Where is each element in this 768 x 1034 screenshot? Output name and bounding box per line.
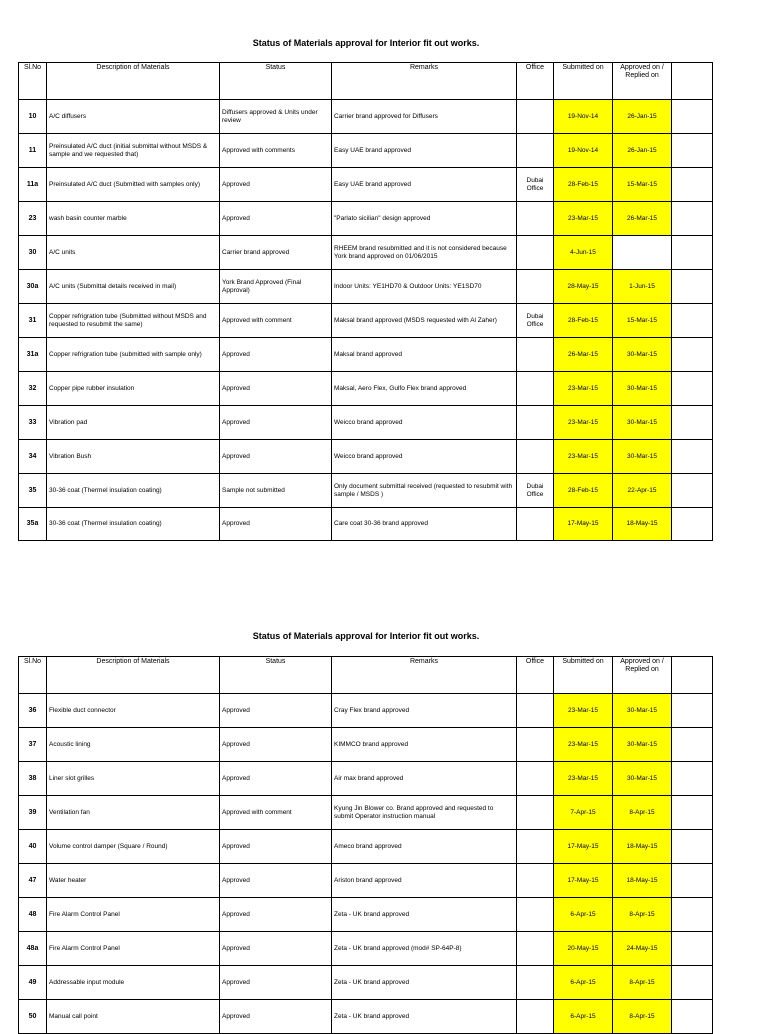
row-remarks: Maksal brand approved: [332, 338, 517, 372]
row-status: Approved: [220, 406, 332, 440]
table2-title: Status of Materials approval for Interior fit out works.: [252, 631, 480, 641]
row-submitted-on: 23-Mar-15: [554, 406, 613, 440]
row-office: [517, 202, 554, 236]
row-approved-on: 30-Mar-15: [613, 338, 672, 372]
row-description: Copper refrigration tube (submitted with sample only): [47, 338, 220, 372]
row-remarks: Carrier brand approved for Diffusers: [332, 100, 517, 134]
row-status: Approved: [220, 372, 332, 406]
table-row: [19, 100, 713, 134]
row-office: [517, 1000, 554, 1034]
row-approved-on: 15-Mar-15: [613, 168, 672, 202]
row-blank-cell: [672, 372, 713, 406]
row-sl-no: 35: [19, 474, 47, 508]
header-approved-on: Approved on / Replied on: [613, 657, 672, 694]
row-approved-on: 8-Apr-15: [613, 898, 672, 932]
row-blank-cell: [672, 270, 713, 304]
row-sl-no: 31a: [19, 338, 47, 372]
row-sl-no: 10: [19, 100, 47, 134]
row-submitted-on: 28-Feb-15: [554, 304, 613, 338]
row-status: York Brand Approved (Final Approval): [220, 270, 332, 304]
row-blank-cell: [672, 796, 713, 830]
row-submitted-on: 17-May-15: [554, 508, 613, 541]
row-blank-cell: [672, 134, 713, 168]
materials-table-2: [18, 656, 713, 1034]
row-status: Approved: [220, 202, 332, 236]
row-sl-no: 35a: [19, 508, 47, 541]
row-blank-cell: [672, 830, 713, 864]
row-submitted-on: 23-Mar-15: [554, 728, 613, 762]
table-row: [19, 728, 713, 762]
row-blank-cell: [672, 304, 713, 338]
row-submitted-on: 19-Nov-14: [554, 100, 613, 134]
row-remarks: Weicco brand approved: [332, 440, 517, 474]
row-submitted-on: 23-Mar-15: [554, 202, 613, 236]
table-row: [19, 1000, 713, 1034]
row-remarks: Indoor Units: YE1HD70 & Outdoor Units: YE1SD70: [332, 270, 517, 304]
row-sl-no: 49: [19, 966, 47, 1000]
row-approved-on: 18-May-15: [613, 508, 672, 541]
table-row: [19, 864, 713, 898]
row-blank-cell: [672, 100, 713, 134]
table-row: [19, 508, 713, 541]
row-sl-no: 36: [19, 694, 47, 728]
row-blank-cell: [672, 440, 713, 474]
row-approved-on: [613, 236, 672, 270]
header-description: Description of Materials: [47, 657, 220, 694]
row-approved-on: 30-Mar-15: [613, 762, 672, 796]
row-remarks: Easy UAE brand approved: [332, 168, 517, 202]
row-remarks: Zeta - UK brand approved: [332, 898, 517, 932]
row-submitted-on: 4-Jun-15: [554, 236, 613, 270]
row-approved-on: 30-Mar-15: [613, 372, 672, 406]
row-description: Fire Alarm Control Panel: [47, 898, 220, 932]
row-status: Approved with comments: [220, 134, 332, 168]
row-description: Fire Alarm Control Panel: [47, 932, 220, 966]
row-blank-cell: [672, 762, 713, 796]
row-description: Manual call point: [47, 1000, 220, 1034]
materials-table-1: [18, 62, 713, 541]
table-row: [19, 898, 713, 932]
row-office: [517, 406, 554, 440]
row-approved-on: 30-Mar-15: [613, 728, 672, 762]
row-office: [517, 864, 554, 898]
row-approved-on: 1-Jun-15: [613, 270, 672, 304]
row-sl-no: 11: [19, 134, 47, 168]
row-description: Water heater: [47, 864, 220, 898]
row-submitted-on: 26-Mar-15: [554, 338, 613, 372]
row-sl-no: 37: [19, 728, 47, 762]
row-office: [517, 236, 554, 270]
row-status: Approved: [220, 830, 332, 864]
row-status: Sample not submitted: [220, 474, 332, 508]
row-description: Liner slot grilles: [47, 762, 220, 796]
row-sl-no: 50: [19, 1000, 47, 1034]
row-description: Copper refrigration tube (Submitted without MSDS and requested to resubmit the same): [47, 304, 220, 338]
row-approved-on: 18-May-15: [613, 864, 672, 898]
row-submitted-on: 23-Mar-15: [554, 440, 613, 474]
row-submitted-on: 28-Feb-15: [554, 474, 613, 508]
row-blank-cell: [672, 168, 713, 202]
row-submitted-on: 28-May-15: [554, 270, 613, 304]
table-row: [19, 236, 713, 270]
row-remarks: Ariston brand approved: [332, 864, 517, 898]
row-sl-no: 33: [19, 406, 47, 440]
table-header-row: [19, 63, 713, 100]
row-status: Approved: [220, 932, 332, 966]
row-remarks: Air max brand approved: [332, 762, 517, 796]
row-status: Approved: [220, 440, 332, 474]
row-submitted-on: 19-Nov-14: [554, 134, 613, 168]
table-row: [19, 830, 713, 864]
row-remarks: Ameco brand approved: [332, 830, 517, 864]
row-submitted-on: 23-Mar-15: [554, 762, 613, 796]
header-office: Office: [517, 63, 554, 100]
row-blank-cell: [672, 202, 713, 236]
row-blank-cell: [672, 406, 713, 440]
row-sl-no: 34: [19, 440, 47, 474]
row-office: [517, 796, 554, 830]
row-blank-cell: [672, 932, 713, 966]
row-description: Ventilation fan: [47, 796, 220, 830]
row-approved-on: 24-May-15: [613, 932, 672, 966]
table-row: [19, 134, 713, 168]
row-office: [517, 372, 554, 406]
row-status: Approved: [220, 168, 332, 202]
row-office: [517, 270, 554, 304]
row-status: Carrier brand approved: [220, 236, 332, 270]
row-office: Dubai Office: [517, 474, 554, 508]
row-blank-cell: [672, 898, 713, 932]
row-submitted-on: 6-Apr-15: [554, 966, 613, 1000]
row-remarks: Maksal, Aero Flex, Gulfo Flex brand approved: [332, 372, 517, 406]
row-approved-on: 26-Mar-15: [613, 202, 672, 236]
row-sl-no: 48a: [19, 932, 47, 966]
row-description: Vibration pad: [47, 406, 220, 440]
row-remarks: Easy UAE brand approved: [332, 134, 517, 168]
table-row: [19, 762, 713, 796]
row-description: 30-36 coat (Thermel insulation coating): [47, 508, 220, 541]
row-approved-on: 8-Apr-15: [613, 796, 672, 830]
row-approved-on: 15-Mar-15: [613, 304, 672, 338]
row-status: Approved: [220, 898, 332, 932]
row-status: Approved: [220, 728, 332, 762]
row-remarks: Weicco brand approved: [332, 406, 517, 440]
row-remarks: Kyung Jin Blower co. Brand approved and requested to submit Operator instruction manual: [332, 796, 517, 830]
table-row: [19, 966, 713, 1000]
row-sl-no: 11a: [19, 168, 47, 202]
row-sl-no: 31: [19, 304, 47, 338]
row-remarks: Zeta - UK brand approved (mod# SP-64P-8): [332, 932, 517, 966]
table-row: [19, 474, 713, 508]
row-blank-cell: [672, 694, 713, 728]
row-office: [517, 694, 554, 728]
row-blank-cell: [672, 864, 713, 898]
header-office: Office: [517, 657, 554, 694]
row-sl-no: 32: [19, 372, 47, 406]
row-description: A/C diffusers: [47, 100, 220, 134]
row-status: Diffusers approved & Units under review: [220, 100, 332, 134]
row-office: Dubai Office: [517, 168, 554, 202]
row-description: Acoustic lining: [47, 728, 220, 762]
row-approved-on: 30-Mar-15: [613, 406, 672, 440]
row-remarks: Only document submittal received (requested to resubmit with sample / MSDS ): [332, 474, 517, 508]
row-description: Vibration Bush: [47, 440, 220, 474]
row-submitted-on: 6-Apr-15: [554, 1000, 613, 1034]
row-status: Approved with comment: [220, 304, 332, 338]
header-blank: [672, 63, 713, 100]
row-blank-cell: [672, 966, 713, 1000]
table-row: [19, 372, 713, 406]
row-remarks: RHEEM brand resubmitted and it is not considered because York brand approved on 01/06/2015: [332, 236, 517, 270]
row-office: [517, 134, 554, 168]
row-status: Approved: [220, 338, 332, 372]
header-approved-on: Approved on / Replied on: [613, 63, 672, 100]
row-approved-on: 8-Apr-15: [613, 1000, 672, 1034]
table-row: [19, 270, 713, 304]
row-blank-cell: [672, 508, 713, 541]
row-description: Volume control damper (Square / Round): [47, 830, 220, 864]
row-office: [517, 762, 554, 796]
table-row: [19, 932, 713, 966]
table-row: [19, 796, 713, 830]
header-submitted-on: Submitted on: [554, 657, 613, 694]
header-sl-no: Sl.No: [19, 63, 47, 100]
row-submitted-on: 17-May-15: [554, 864, 613, 898]
table-row: [19, 440, 713, 474]
header-sl-no: Sl.No: [19, 657, 47, 694]
row-approved-on: 8-Apr-15: [613, 966, 672, 1000]
row-blank-cell: [672, 474, 713, 508]
row-submitted-on: 7-Apr-15: [554, 796, 613, 830]
row-approved-on: 26-Jan-15: [613, 134, 672, 168]
row-approved-on: 18-May-15: [613, 830, 672, 864]
row-submitted-on: 6-Apr-15: [554, 898, 613, 932]
table-row: [19, 406, 713, 440]
row-status: Approved: [220, 762, 332, 796]
row-office: [517, 728, 554, 762]
header-remarks: Remarks: [332, 63, 517, 100]
row-status: Approved: [220, 508, 332, 541]
row-remarks: KIMMCO brand approved: [332, 728, 517, 762]
table-row: [19, 694, 713, 728]
row-office: [517, 440, 554, 474]
row-status: Approved with comment: [220, 796, 332, 830]
row-status: Approved: [220, 966, 332, 1000]
row-sl-no: 47: [19, 864, 47, 898]
row-remarks: Care coat 30-36 brand approved: [332, 508, 517, 541]
header-description: Description of Materials: [47, 63, 220, 100]
row-submitted-on: 23-Mar-15: [554, 372, 613, 406]
table-row: [19, 338, 713, 372]
header-remarks: Remarks: [332, 657, 517, 694]
row-description: wash basin counter marble: [47, 202, 220, 236]
row-description: A/C units: [47, 236, 220, 270]
row-sl-no: 39: [19, 796, 47, 830]
row-remarks: "Parlato sicilian" design approved: [332, 202, 517, 236]
table-row: [19, 168, 713, 202]
row-description: Addressable input module: [47, 966, 220, 1000]
header-submitted-on: Submitted on: [554, 63, 613, 100]
row-office: [517, 338, 554, 372]
row-office: Dubai Office: [517, 304, 554, 338]
row-submitted-on: 17-May-15: [554, 830, 613, 864]
row-submitted-on: 20-May-15: [554, 932, 613, 966]
row-description: A/C units (Submittal details received in mail): [47, 270, 220, 304]
row-status: Approved: [220, 694, 332, 728]
row-office: [517, 830, 554, 864]
row-sl-no: 23: [19, 202, 47, 236]
row-approved-on: 26-Jan-15: [613, 100, 672, 134]
row-sl-no: 48: [19, 898, 47, 932]
row-description: Flexible duct connector: [47, 694, 220, 728]
row-description: 30-36 coat (Thermel insulation coating): [47, 474, 220, 508]
row-submitted-on: 28-Feb-15: [554, 168, 613, 202]
row-remarks: Zeta - UK brand approved: [332, 1000, 517, 1034]
table1-title: Status of Materials approval for Interior fit out works.: [252, 38, 480, 48]
row-status: Approved: [220, 864, 332, 898]
header-status: Status: [220, 63, 332, 100]
row-blank-cell: [672, 1000, 713, 1034]
table-header-row: [19, 657, 713, 694]
row-status: Approved: [220, 1000, 332, 1034]
row-office: [517, 932, 554, 966]
row-sl-no: 40: [19, 830, 47, 864]
row-description: Preinsulated A/C duct (Submitted with samples only): [47, 168, 220, 202]
row-blank-cell: [672, 338, 713, 372]
header-blank: [672, 657, 713, 694]
row-office: [517, 100, 554, 134]
header-status: Status: [220, 657, 332, 694]
table-row: [19, 304, 713, 338]
row-blank-cell: [672, 236, 713, 270]
row-description: Preinsulated A/C duct (initial submittal without MSDS & sample and we requested that): [47, 134, 220, 168]
row-office: [517, 508, 554, 541]
row-sl-no: 30a: [19, 270, 47, 304]
row-remarks: Zeta - UK brand approved: [332, 966, 517, 1000]
row-submitted-on: 23-Mar-15: [554, 694, 613, 728]
row-blank-cell: [672, 728, 713, 762]
row-office: [517, 966, 554, 1000]
row-office: [517, 898, 554, 932]
row-approved-on: 22-Apr-15: [613, 474, 672, 508]
row-sl-no: 30: [19, 236, 47, 270]
row-sl-no: 38: [19, 762, 47, 796]
row-approved-on: 30-Mar-15: [613, 440, 672, 474]
row-remarks: Cray Flex brand approved: [332, 694, 517, 728]
row-approved-on: 30-Mar-15: [613, 694, 672, 728]
row-description: Copper pipe rubber insulation: [47, 372, 220, 406]
table-row: [19, 202, 713, 236]
row-remarks: Maksal brand approved (MSDS requested with Al Zaher): [332, 304, 517, 338]
